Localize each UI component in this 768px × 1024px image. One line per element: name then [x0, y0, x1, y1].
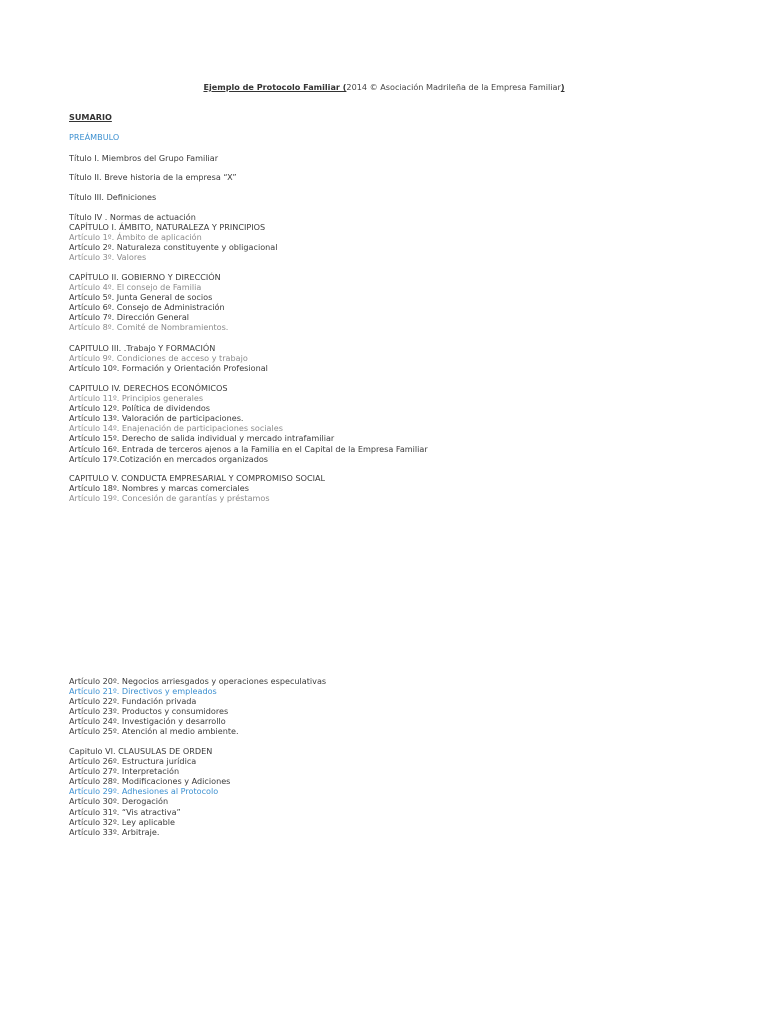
articulo-8: Artículo 8º. Comité de Nombramientos.: [69, 322, 229, 333]
articulo-26: Artículo 26º. Estructura jurídica: [69, 756, 197, 767]
sumario-heading: SUMARIO: [69, 112, 112, 122]
titulo-2-block: [69, 172, 237, 182]
titulo-4-heading: Título IV . Normas de actuación: [69, 212, 196, 222]
articulo-10: Artículo 10º. Formación y Orientación Profesional: [69, 363, 268, 374]
articulo-23: Artículo 23º. Productos y consumidores: [69, 706, 229, 717]
capitulo-4-block: [69, 383, 428, 464]
capitulo-5-block: [69, 473, 325, 503]
capitulo-4-heading: CAPITULO IV. DERECHOS ECONÓMICOS: [69, 383, 228, 393]
articulo-32: Artículo 32º. Ley aplicable: [69, 816, 175, 827]
articulo-27: Artículo 27º. Interpretación: [69, 766, 180, 777]
articulo-24: Artículo 24º. Investigación y desarrollo: [69, 716, 226, 727]
articulo-7: Artículo 7º. Dirección General: [69, 312, 190, 323]
articulo-4: Artículo 4º. El consejo de Familia: [69, 282, 202, 293]
articulo-13: Artículo 13º. Valoración de participaciones.: [69, 413, 244, 424]
capitulo-2-heading: CAPÍTULO II. GOBIERNO Y DIRECCIÓN: [69, 272, 221, 282]
articulo-25: Artículo 25º. Atención al medio ambiente.: [69, 726, 239, 737]
preambulo-block: [69, 132, 119, 142]
title-close-paren: ): [560, 82, 565, 92]
articulo-3: Artículo 3º. Valores: [69, 252, 147, 263]
articulo-15: Artículo 15º. Derecho de salida individual y mercado intrafamiliar: [69, 433, 335, 444]
articulo-11: Artículo 11º. Principios generales: [69, 393, 204, 404]
title-main: Ejemplo de Protocolo Familiar (: [203, 82, 347, 92]
articulo-12: Artículo 12º. Política de dividendos: [69, 403, 211, 414]
link-preambulo[interactable]: PREÁMBULO: [69, 132, 120, 142]
titulo-4-block: [69, 212, 278, 262]
articulo-19: Artículo 19º. Concesión de garantías y préstamos: [69, 493, 270, 504]
titulo-1-block: [69, 153, 218, 163]
articulo-2: Artículo 2º. Naturaleza constituyente y obligacional: [69, 242, 278, 253]
titulo-3-block: [69, 192, 156, 202]
articulo-18: Artículo 18º. Nombres y marcas comerciales: [69, 483, 249, 494]
articulo-1: Artículo 1º. Ámbito de aplicación: [69, 232, 202, 243]
capitulo-1-heading: CAPÍTULO I. ÁMBITO, NATURALEZA Y PRINCIPIOS: [69, 222, 266, 233]
articulo-6: Artículo 6º. Consejo de Administración: [69, 302, 225, 313]
titulo-3: Título III. Definiciones: [69, 192, 157, 202]
titulo-2: Título II. Breve historia de la empresa “X”: [69, 172, 237, 182]
capitulo-5-continued-block: [69, 676, 326, 737]
capitulo-5-heading: CAPITULO V. CONDUCTA EMPRESARIAL Y COMPROMISO SOCIAL: [69, 473, 326, 483]
link-articulo-21[interactable]: Artículo 21º. Directivos y empleados: [69, 686, 217, 697]
articulo-17: Artículo 17º.Cotización en mercados organizados: [69, 453, 269, 464]
sumario-heading-block: [69, 112, 112, 122]
articulo-33: Artículo 33º. Arbitraje.: [69, 826, 160, 837]
articulo-30: Artículo 30º. Derogación: [69, 796, 169, 807]
capitulo-3-block: [69, 343, 268, 373]
articulo-22: Artículo 22º. Fundación privada: [69, 696, 197, 707]
capitulo-6-block: [69, 746, 230, 837]
link-articulo-29[interactable]: Artículo 29º. Adhesiones al Protocolo: [69, 786, 219, 797]
capitulo-6-heading: Capitulo VI. CLAUSULAS DE ORDEN: [69, 746, 213, 756]
titulo-1: Título I. Miembros del Grupo Familiar: [69, 153, 219, 163]
articulo-14: Artículo 14º. Enajenación de participaciones sociales: [69, 423, 283, 434]
capitulo-3-heading: CAPITULO III. .Trabajo Y FORMACIÓN: [69, 343, 216, 353]
articulo-5: Artículo 5º. Junta General de socios: [69, 292, 213, 303]
articulo-20: Artículo 20º. Negocios arriesgados y operaciones especulativas: [69, 676, 327, 686]
articulo-28: Artículo 28º. Modificaciones y Adiciones: [69, 776, 231, 787]
capitulo-2-block: [69, 272, 228, 333]
articulo-16: Artículo 16º. Entrada de terceros ajenos a la Familia en el Capital de la Empresa Familiar: [69, 443, 428, 454]
articulo-31: Artículo 31º. “Vis atractiva”: [69, 806, 181, 817]
title-copyright: 2014 © Asociación Madrileña de la Empresa Familiar: [346, 82, 561, 92]
document-title: [0, 82, 768, 93]
articulo-9: Artículo 9º. Condiciones de acceso y trabajo: [69, 353, 248, 364]
